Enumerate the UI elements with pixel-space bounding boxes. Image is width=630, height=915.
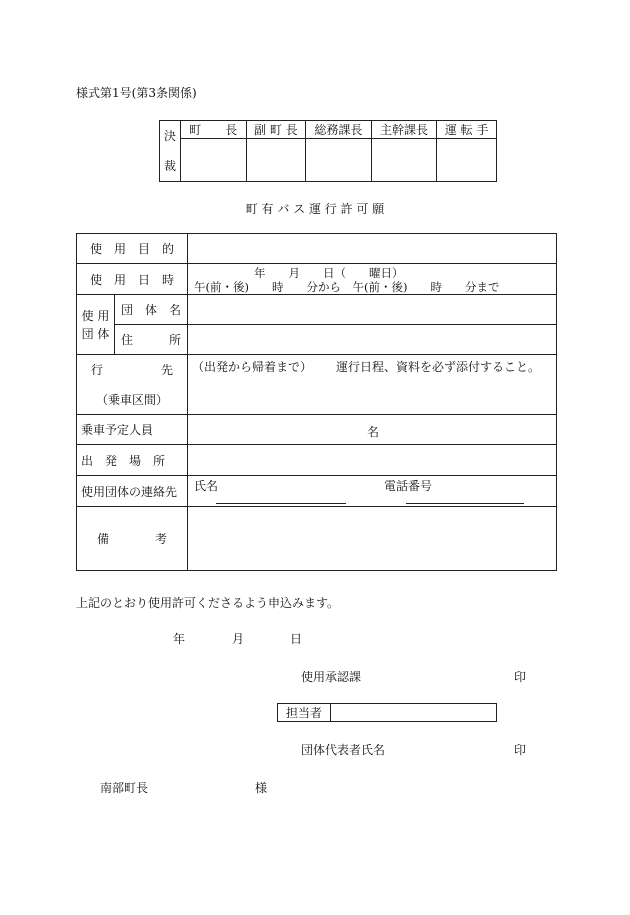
datetime-field[interactable] [188, 264, 557, 295]
destination-attach-note: 運行日程、資料を必ず添付すること。 [336, 360, 541, 374]
label-group-line: 団 体 [81, 326, 110, 341]
contact-name-line [216, 503, 346, 504]
date-month: 月 [232, 632, 245, 646]
passengers-field[interactable] [188, 415, 557, 445]
representative-seal: 印 [514, 743, 527, 757]
person-in-charge-box [277, 703, 497, 722]
departure-field[interactable] [188, 445, 557, 476]
remarks-field[interactable] [188, 507, 557, 571]
approval-section-seal: 印 [514, 670, 527, 684]
label-group [77, 295, 115, 355]
application-table [76, 233, 557, 571]
label-remarks-char: 考 [154, 532, 167, 546]
contact-phone-line [406, 503, 524, 504]
label-group-line: 使 用 [81, 308, 110, 323]
label-departure: 出 発 場 所 [77, 445, 188, 476]
label-destination [77, 355, 188, 415]
approval-header-deputy-mayor: 副 町 長 [246, 121, 306, 139]
label-remarks [77, 507, 188, 571]
form-number: 様式第1号(第3条関係) [76, 86, 197, 100]
addressee-honorific: 様 [255, 781, 268, 795]
approval-stamp-general-affairs[interactable] [306, 139, 372, 182]
contact-name-label: 氏名 [194, 479, 219, 493]
approval-stamp-deputy-mayor[interactable] [246, 139, 306, 182]
label-purpose: 使 用 目 的 [77, 234, 188, 264]
label-datetime: 使 用 日 時 [77, 264, 188, 295]
approval-stamp-section-chief[interactable] [371, 139, 437, 182]
date-year: 年 [173, 632, 186, 646]
label-route: （乗車区間） [95, 393, 168, 407]
approval-header-section-chief: 主幹課長 [371, 121, 437, 139]
label-contact: 使用団体の連絡先 [77, 476, 188, 507]
approval-header-mayor: 町 長 [181, 121, 247, 139]
destination-note: （出発から帰着まで） [192, 360, 313, 374]
datetime-line-time: 午(前・後) 時 分から 午(前・後) 時 分まで [194, 280, 500, 294]
approval-label-char: 裁 [163, 159, 176, 173]
label-group-name: 団 体 名 [115, 295, 188, 325]
contact-field[interactable] [188, 476, 557, 507]
group-name-field[interactable] [188, 295, 557, 325]
address-field[interactable] [188, 325, 557, 355]
approval-label-char: 決 [163, 129, 176, 143]
label-destination-char: 先 [160, 363, 173, 377]
representative-label: 団体代表者氏名 [301, 743, 386, 757]
addressee: 南部町長 [100, 781, 149, 795]
label-remarks-char: 備 [97, 532, 110, 546]
approval-table [159, 120, 497, 182]
label-passengers: 乗車予定人員 [77, 415, 188, 445]
datetime-line-date: 年 月 日（ 曜日） [254, 266, 404, 280]
approval-header-general-affairs: 総務課長 [306, 121, 372, 139]
approval-header-driver: 運 転 手 [437, 121, 497, 139]
approval-section-label: 使用承認課 [301, 670, 362, 684]
approval-stamp-driver[interactable] [437, 139, 497, 182]
date-day: 日 [290, 632, 303, 646]
destination-field[interactable] [188, 355, 557, 415]
contact-phone-label: 電話番号 [384, 479, 433, 493]
label-address: 住 所 [115, 325, 188, 355]
approval-label [160, 121, 181, 182]
label-destination-char: 行 [91, 363, 104, 377]
person-in-charge-field[interactable] [331, 704, 497, 722]
passengers-unit: 名 [367, 425, 380, 439]
purpose-field[interactable] [188, 234, 557, 264]
approval-stamp-mayor[interactable] [181, 139, 247, 182]
form-title: 町 有 バ ス 運 行 許 可 願 [245, 202, 385, 216]
application-statement: 上記のとおり使用許可くださるよう申込みます。 [76, 596, 340, 610]
person-in-charge-label: 担当者 [278, 704, 331, 722]
